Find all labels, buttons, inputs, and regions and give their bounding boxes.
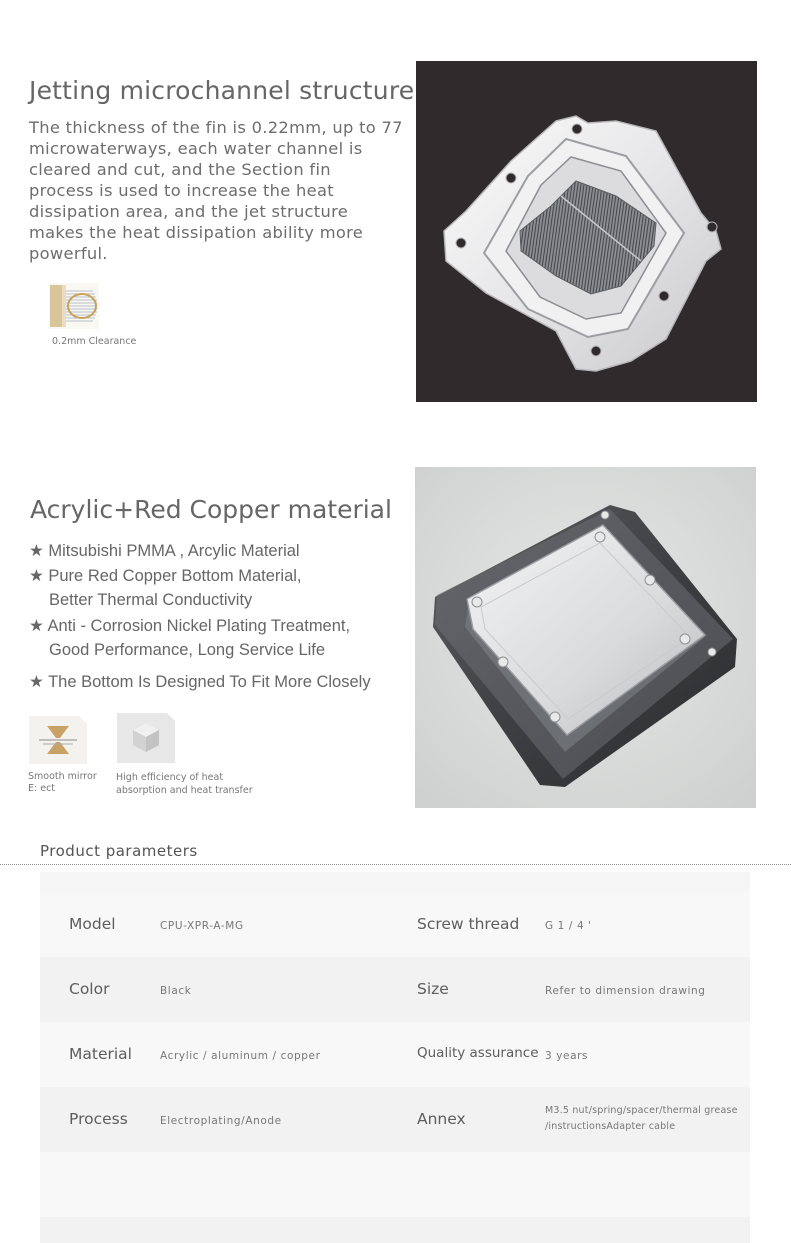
clearance-label: 0.2mm Clearance (52, 336, 137, 347)
param-value: M3.5 nut/spring/spacer/thermal grease (545, 1105, 738, 1116)
param-value: 3 years (545, 1050, 589, 1062)
table-row (40, 892, 750, 957)
table-spacer-row (40, 872, 750, 892)
desc-line: The thickness of the fin is 0.22mm, up to 77 (29, 118, 403, 137)
cold-plate-image (416, 61, 757, 402)
param-label: Screw thread (417, 915, 520, 933)
mirror-effect-icon (29, 716, 87, 764)
bullet-item: ★ Pure Red Copper Bottom Material, (29, 567, 302, 585)
desc-line: makes the heat dissipation ability more (29, 223, 364, 242)
water-block-image (415, 467, 756, 808)
feature-label-line: High efficiency of heat (116, 772, 224, 783)
desc-line: process is used to increase the heat (29, 181, 334, 200)
heat-transfer-label (116, 771, 276, 797)
bullet-continuation: Better Thermal Conductivity (49, 591, 253, 609)
table-empty-row (40, 1152, 750, 1217)
table-row (40, 1087, 750, 1152)
param-value: Refer to dimension drawing (545, 985, 706, 997)
table-empty-row (40, 1217, 750, 1243)
bullet-item: ★ Anti - Corrosion Nickel Plating Treatment, (29, 617, 351, 635)
bullet-continuation: Good Performance, Long Service Life (49, 641, 326, 659)
params-title: Product parameters (40, 842, 198, 860)
bullet-item: ★ Mitsubishi PMMA , Arcylic Material (29, 542, 300, 560)
bullet-item: ★ The Bottom Is Designed To Fit More Closely (29, 673, 371, 691)
param-value: G 1 / 4 ' (545, 920, 592, 932)
heat-transfer-icon (117, 713, 175, 763)
feature-label-line: E: ect (28, 783, 56, 794)
param-label: Size (417, 980, 449, 998)
section1-description (29, 117, 409, 264)
table-row (40, 957, 750, 1022)
param-label: Model (69, 915, 116, 933)
feature-label-line: absorption and heat transfer (116, 785, 253, 796)
desc-line: cleared and cut, and the Section fin (29, 160, 331, 179)
param-value: CPU-XPR-A-MG (160, 920, 244, 932)
section1-title: Jetting microchannel structure (29, 76, 415, 105)
param-label: Quality assurance (417, 1045, 539, 1061)
feature-label-line: Smooth mirror (28, 771, 97, 782)
params-divider (0, 864, 791, 865)
param-value: Electroplating/Anode (160, 1115, 282, 1127)
desc-line: microwaterways, each water channel is (29, 139, 363, 158)
param-label: Color (69, 980, 110, 998)
param-label: Material (69, 1045, 132, 1063)
desc-line: powerful. (29, 244, 108, 263)
section2-title: Acrylic+Red Copper material (30, 495, 392, 524)
param-label: Annex (417, 1110, 466, 1128)
table-row (40, 1022, 750, 1087)
desc-line: dissipation area, and the jet structure (29, 202, 349, 221)
clearance-icon (49, 283, 99, 329)
param-value: Black (160, 985, 192, 997)
param-label: Process (69, 1110, 128, 1128)
mirror-effect-label (28, 771, 108, 795)
param-value: /instructionsAdapter cable (545, 1121, 676, 1132)
param-value: Acrylic / aluminum / copper (160, 1050, 321, 1062)
